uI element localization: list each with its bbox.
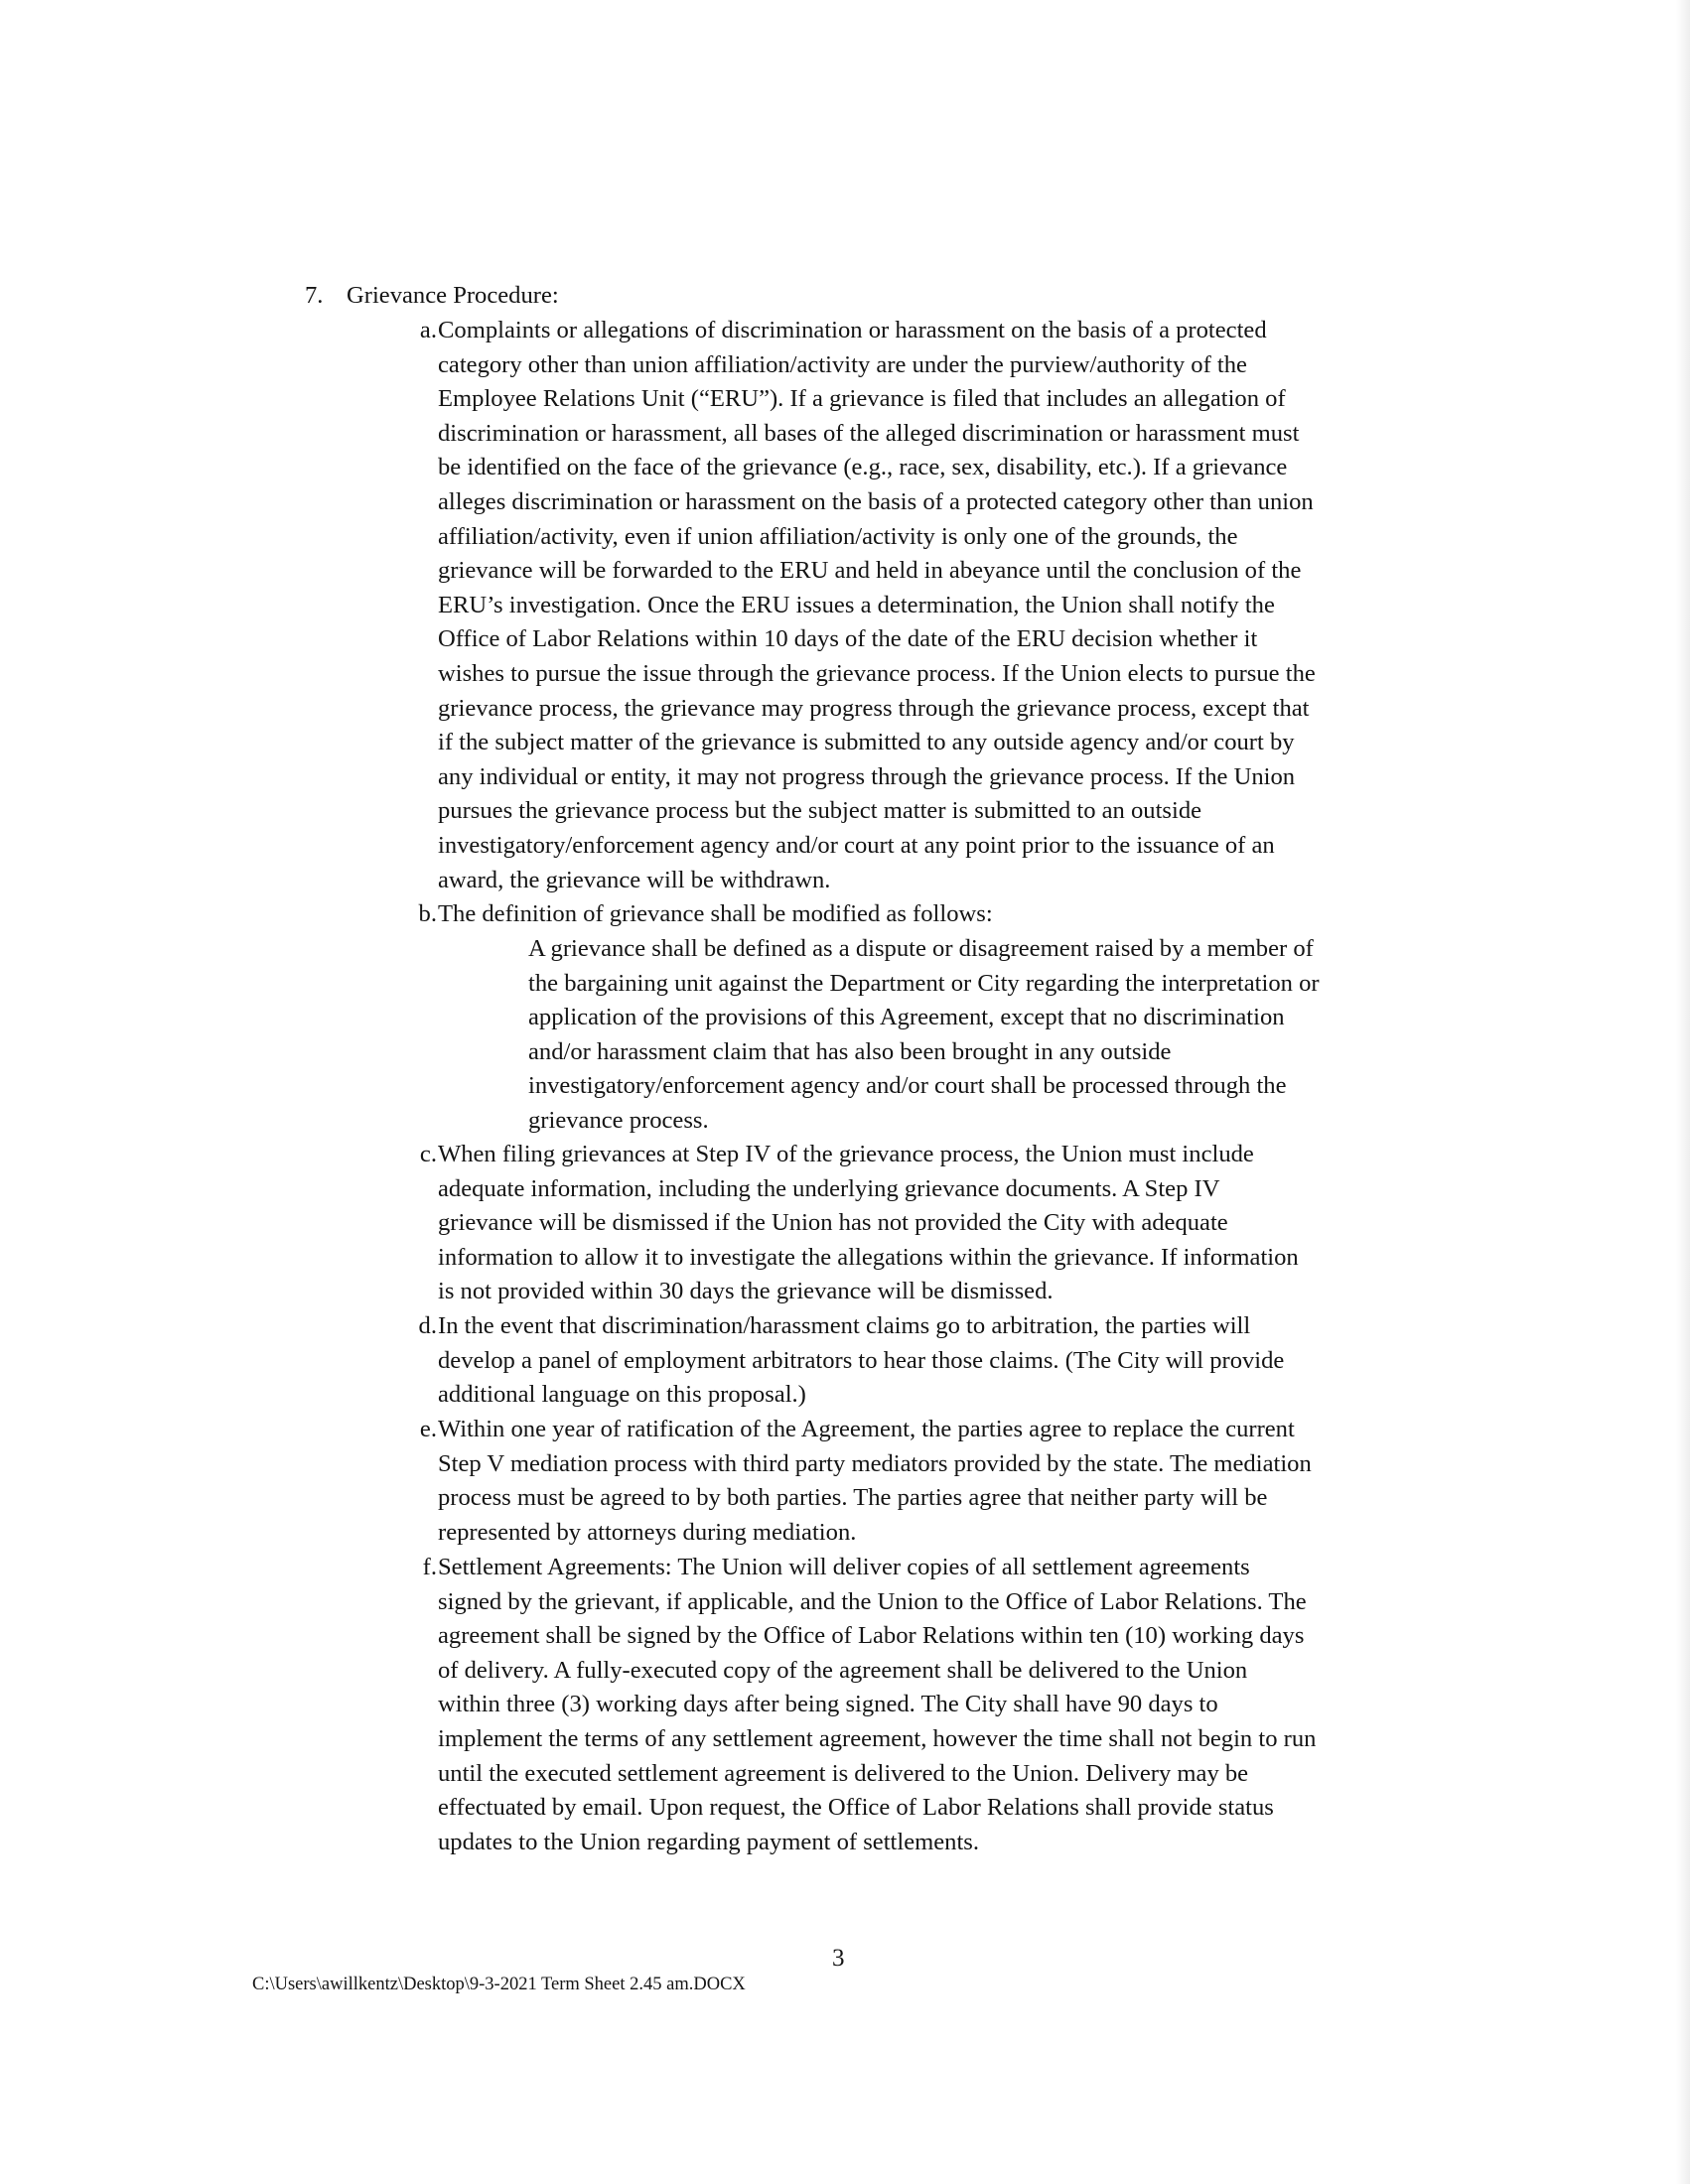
text-line: until the executed settlement agreement is delivered to the Union. Delivery may be [438,1759,1249,1787]
text-line: agreement shall be signed by the Office of Labor Relations within ten (10) working days [438,1622,1305,1650]
text-line: Step V mediation process with third party mediators provided by the state. The mediation [438,1449,1312,1477]
text-line: When filing grievances at Step IV of the grievance process, the Union must include [438,1141,1254,1167]
text-line: alleges discrimination or harassment on the basis of a protected category other than union [438,487,1314,515]
section-number: 7. [305,282,324,309]
item-f-text [438,1551,1316,1859]
text-line: signed by the grievant, if applicable, and the Union to the Office of Labor Relations. The [438,1587,1307,1615]
item-e-text [438,1413,1312,1550]
item-a-text [438,314,1316,897]
item-d-text [438,1309,1284,1413]
text-line: discrimination or harassment, all bases of the alleged discrimination or harassment must [438,419,1300,447]
text-line: investigatory/enforcement agency and/or court at any point prior to the issuance of an [438,831,1275,859]
item-f-marker: f. [422,1554,437,1580]
text-line: adequate information, including the underlying grievance documents. A Step IV [438,1174,1220,1202]
text-line: within three (3) working days after being signed. The City shall have 90 days to [438,1691,1218,1718]
text-line: application of the provisions of this Agreement, except that no discrimination [528,1004,1285,1031]
item-e-marker: e. [419,1416,437,1442]
text-line: represented by attorneys during mediation. [438,1518,857,1546]
text-line: pursues the grievance process but the subject matter is submitted to an outside [438,797,1202,825]
text-line: and/or harassment claim that has also been brought in any outside [528,1037,1172,1065]
item-c-marker: c. [419,1141,437,1167]
text-line: additional language on this proposal.) [438,1381,806,1409]
text-line: of delivery. A fully-executed copy of the agreement shall be delivered to the Union [438,1656,1248,1684]
text-line: ERU’s investigation. Once the ERU issues a determination, the Union shall notify the [438,591,1275,618]
section-heading: Grievance Procedure: [347,282,559,309]
text-line: effectuated by email. Upon request, the Office of Labor Relations shall provide status [438,1794,1274,1822]
text-line: grievance process. [528,1106,709,1134]
footer-file-path: C:\Users\awillkentz\Desktop\9-3-2021 Term Sheet 2.45 am.DOCX [252,1975,746,1994]
text-line: grievance will be forwarded to the ERU and held in abeyance until the conclusion of the [438,557,1302,585]
item-c-text [438,1138,1299,1309]
item-d-marker: d. [418,1312,437,1339]
text-line: Complaints or allegations of discrimination or harassment on the basis of a protected [438,317,1267,343]
text-line: is not provided within 30 days the grievance will be dismissed. [438,1278,1054,1305]
text-line: Within one year of ratification of the Agreement, the parties agree to replace the current [438,1416,1295,1442]
text-line: grievance process, the grievance may progress through the grievance process, except that [438,694,1310,722]
item-b-marker: b. [418,900,437,927]
text-line: investigatory/enforcement agency and/or court shall be processed through the [528,1072,1287,1100]
text-line: The definition of grievance shall be modified as follows: [438,900,993,927]
text-line: be identified on the face of the grievance (e.g., race, sex, disability, etc.). If a grievance [438,454,1288,481]
item-a-marker: a. [419,317,437,343]
text-line: the bargaining unit against the Department or City regarding the interpretation or [528,969,1320,997]
grievance-definition [528,932,1320,1139]
text-line: affiliation/activity, even if union affiliation/activity is only one of the grounds, the [438,522,1238,550]
text-line: updates to the Union regarding payment of settlements. [438,1828,980,1855]
text-line: if the subject matter of the grievance is submitted to any outside agency and/or court by [438,729,1295,756]
text-line: Employee Relations Unit (“ERU”). If a grievance is filed that includes an allegation of [438,385,1286,413]
text-line: wishes to pursue the issue through the grievance process. If the Union elects to pursue the [438,659,1316,687]
page-number: 3 [832,1945,845,1972]
text-line: information to allow it to investigate the allegations within the grievance. If information [438,1243,1299,1271]
scan-edge-shadow [1676,0,1690,2184]
text-line: category other than union affiliation/activity are under the purview/authority of the [438,350,1247,378]
item-b-text [438,897,993,932]
text-line: A grievance shall be defined as a dispute or disagreement raised by a member of [528,935,1314,962]
text-line: develop a panel of employment arbitrators to hear those claims. (The City will provide [438,1346,1285,1374]
text-line: In the event that discrimination/harassment claims go to arbitration, the parties will [438,1312,1251,1339]
text-line: award, the grievance will be withdrawn. [438,866,831,893]
text-line: Office of Labor Relations within 10 days of the date of the ERU decision whether it [438,625,1258,653]
text-line: grievance will be dismissed if the Union has not provided the City with adequate [438,1209,1228,1237]
text-line: Settlement Agreements: The Union will deliver copies of all settlement agreements [438,1554,1250,1580]
text-line: any individual or entity, it may not progress through the grievance process. If the Union [438,762,1296,790]
text-line: process must be agreed to by both parties. The parties agree that neither party will be [438,1484,1268,1512]
text-line: implement the terms of any settlement agreement, however the time shall not begin to run [438,1724,1317,1752]
